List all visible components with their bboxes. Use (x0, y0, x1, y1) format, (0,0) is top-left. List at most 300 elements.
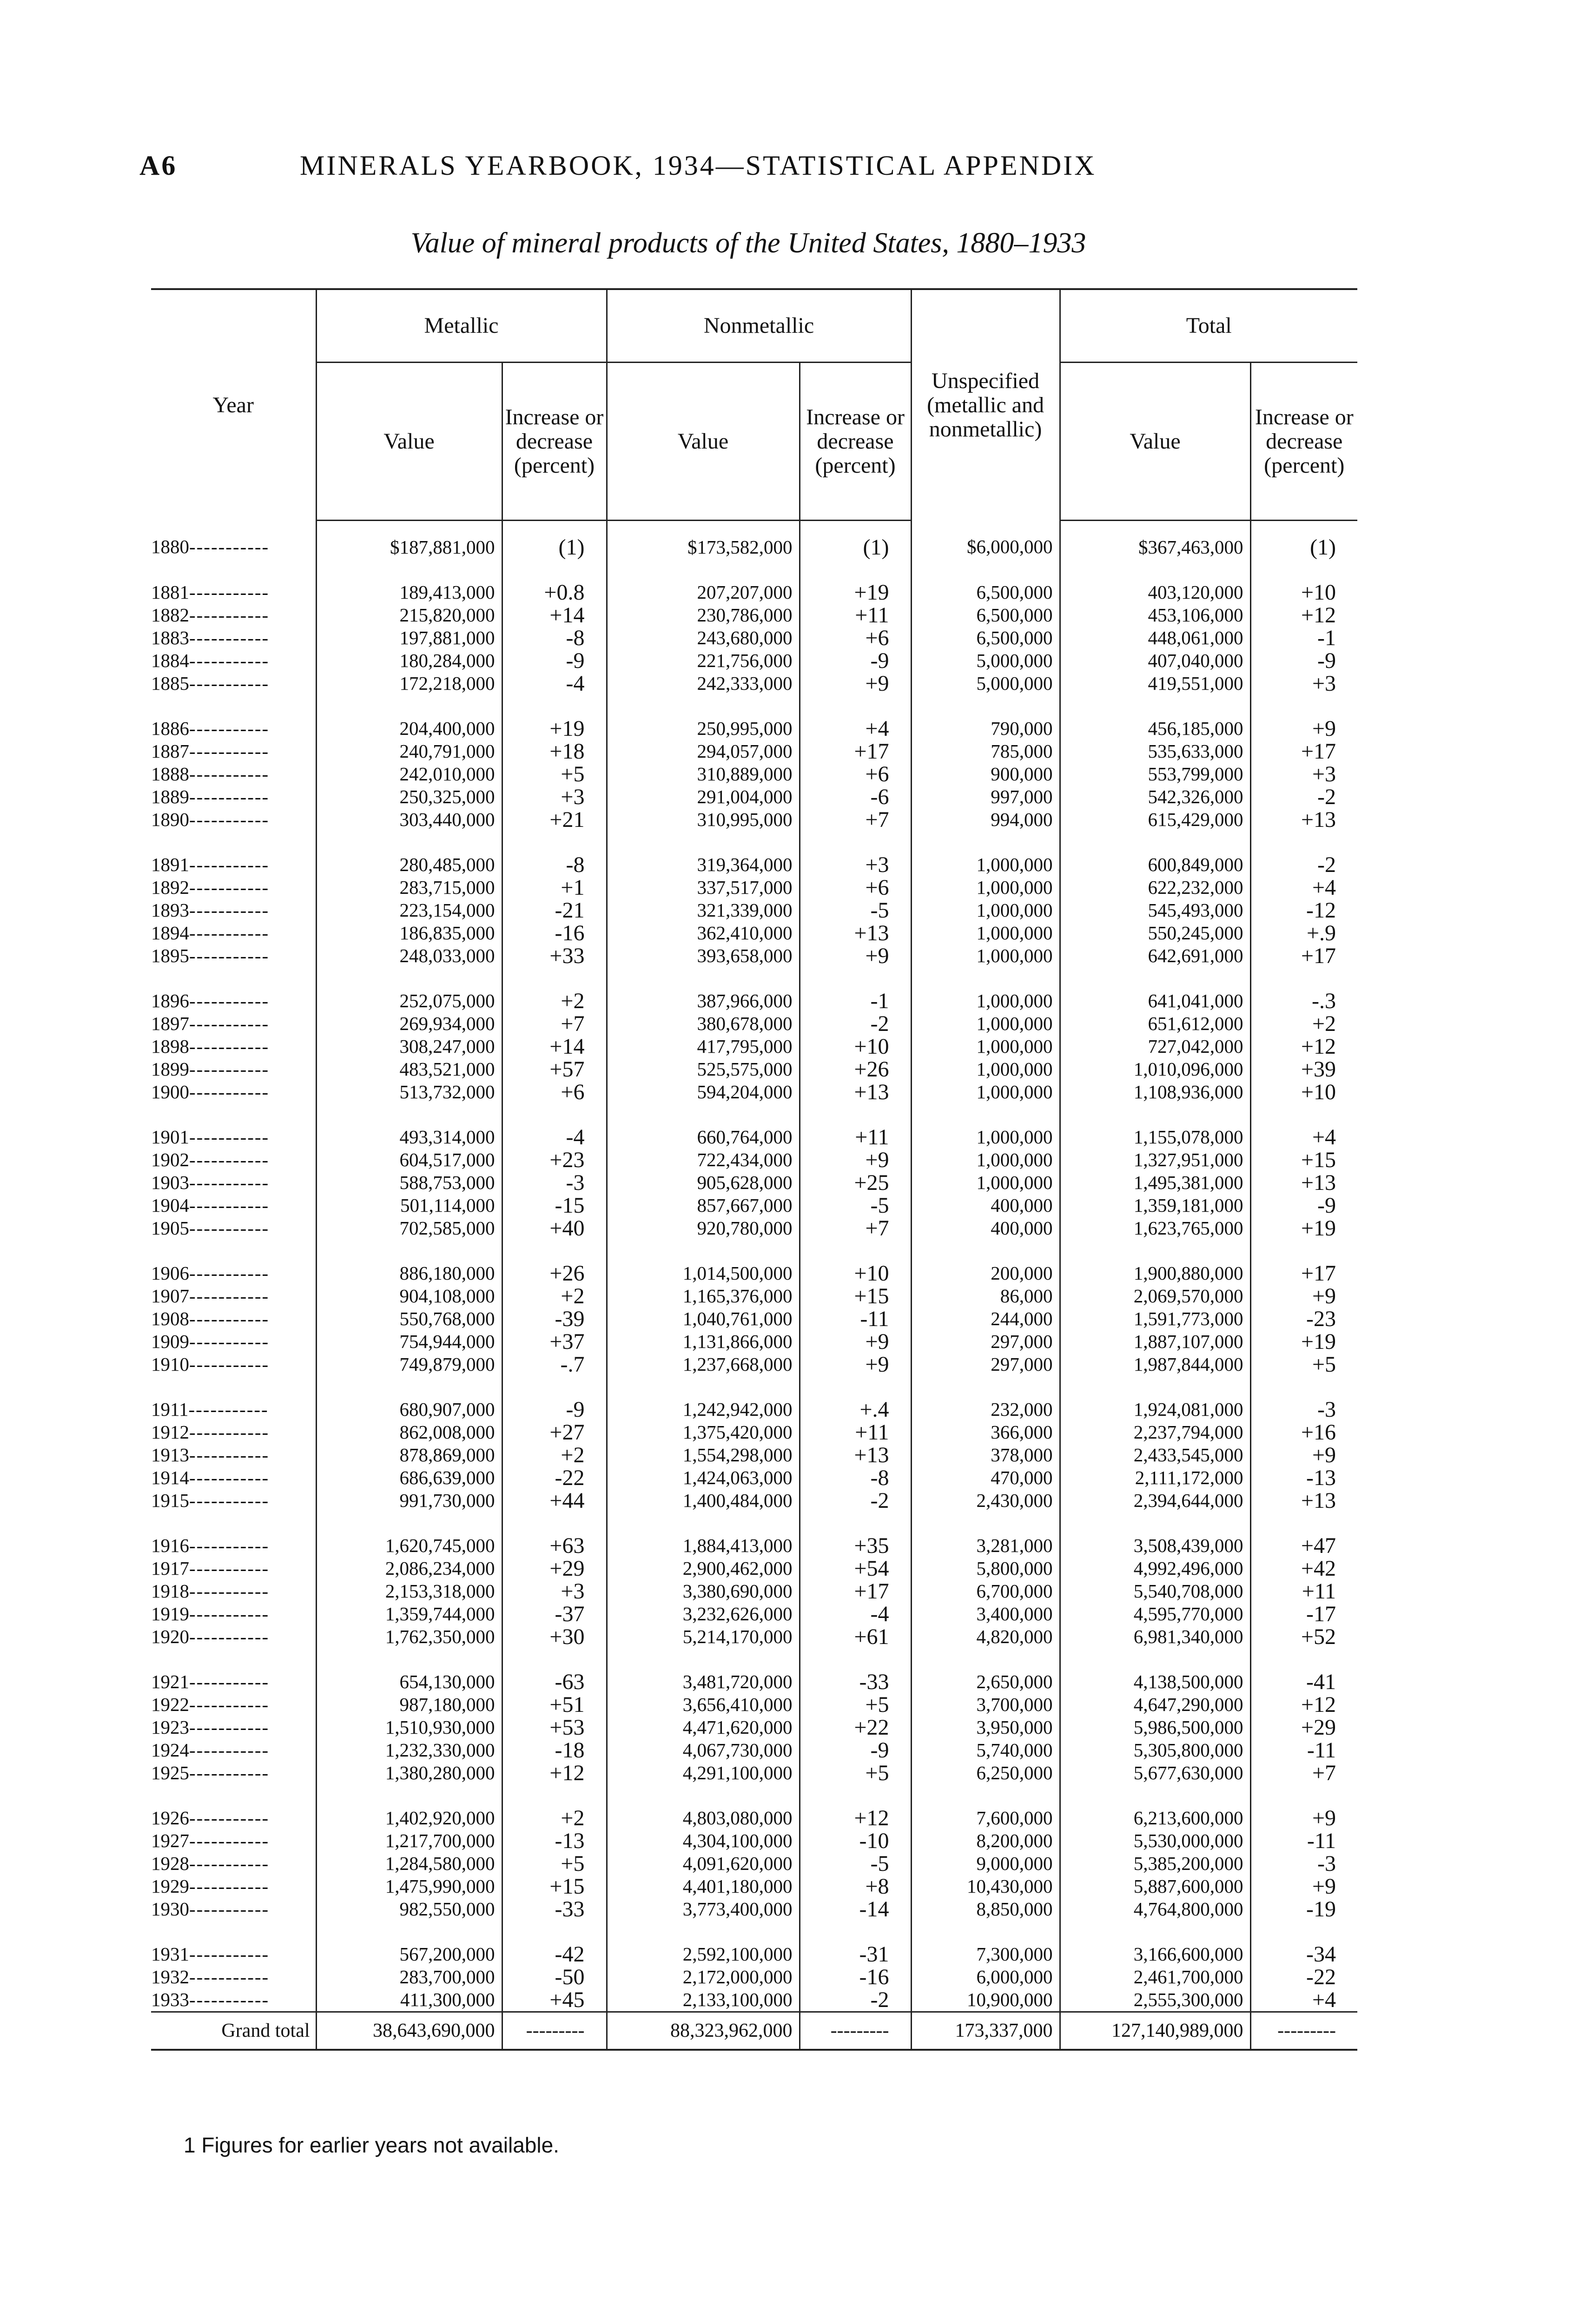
year-cell (151, 1149, 316, 1171)
year-cell (151, 1012, 316, 1035)
leader-dots: ----------- (189, 763, 270, 785)
table-row (151, 1557, 1357, 1580)
page-number: A6 (139, 150, 178, 181)
leader-dots: ----------- (189, 1490, 270, 1511)
total-change-cell: -41 (1250, 1670, 1357, 1693)
group-spacer (151, 1921, 1357, 1943)
nonmetallic-change-cell: -2 (800, 1012, 911, 1035)
spacer-cell (1060, 1921, 1250, 1943)
group-spacer (151, 1103, 1357, 1126)
nonmetallic-change-cell: -5 (800, 899, 911, 922)
metallic-value-cell: 1,232,330,000 (316, 1739, 502, 1762)
nonmetallic-change-cell: -16 (800, 1966, 911, 1988)
nonmetallic-value-cell: 207,207,000 (607, 581, 800, 604)
total-value-cell: 651,612,000 (1060, 1012, 1250, 1035)
table-row (151, 1149, 1357, 1171)
spacer-cell (1060, 831, 1250, 853)
spacer-cell (911, 559, 1060, 581)
year-label: 1920 (151, 1626, 189, 1647)
metallic-value-cell: 197,881,000 (316, 627, 502, 649)
total-change-cell: -23 (1250, 1307, 1357, 1330)
unspecified-value-cell: 2,430,000 (911, 1489, 1060, 1512)
table-row (151, 1580, 1357, 1603)
year-cell (151, 1058, 316, 1081)
leader-dots: ----------- (189, 673, 270, 694)
metallic-change-cell: +21 (502, 808, 607, 831)
total-value-cell: 5,305,800,000 (1060, 1739, 1250, 1762)
metallic-value-cell: 878,869,000 (316, 1444, 502, 1466)
total-change-cell: +17 (1250, 944, 1357, 967)
table-row (151, 990, 1357, 1012)
total-change-cell: +12 (1250, 604, 1357, 627)
spacer-cell (502, 1921, 607, 1943)
nonmetallic-value-cell: 319,364,000 (607, 853, 800, 876)
year-label: 1890 (151, 809, 189, 830)
group-spacer (151, 695, 1357, 717)
metallic-change-cell: -9 (502, 1398, 607, 1421)
nonmetallic-value-cell: 3,232,626,000 (607, 1603, 800, 1625)
spacer-cell (502, 831, 607, 853)
total-value-cell: 4,764,800,000 (1060, 1898, 1250, 1921)
table-row (151, 1625, 1357, 1648)
metallic-change-cell: +19 (502, 717, 607, 740)
leader-dots: ----------- (189, 627, 270, 648)
year-label: 1908 (151, 1308, 189, 1329)
spacer-cell (1250, 695, 1357, 717)
year-cell (151, 1739, 316, 1762)
unspecified-value-cell: 10,430,000 (911, 1875, 1060, 1898)
year-cell (151, 1603, 316, 1625)
unspecified-value-cell: 1,000,000 (911, 853, 1060, 876)
nonmetallic-change-cell: -9 (800, 649, 911, 672)
table-row (151, 876, 1357, 899)
metallic-value-cell: 2,086,234,000 (316, 1557, 502, 1580)
nonmetallic-value-cell: 1,131,866,000 (607, 1330, 800, 1353)
nonmetallic-value-cell: 242,333,000 (607, 672, 800, 695)
year-label: 1918 (151, 1580, 189, 1602)
spacer-cell (1060, 559, 1250, 581)
metallic-change-cell: +18 (502, 740, 607, 763)
spacer-cell (316, 1240, 502, 1262)
metallic-value-cell: 1,762,350,000 (316, 1625, 502, 1648)
nonmetallic-value-cell: 3,773,400,000 (607, 1898, 800, 1921)
year-cell (151, 521, 316, 559)
total-change-cell: -12 (1250, 899, 1357, 922)
metallic-change-cell: -22 (502, 1466, 607, 1489)
nonmetallic-change-cell: +11 (800, 1421, 911, 1444)
metallic-value-cell: 604,517,000 (316, 1149, 502, 1171)
nonmetallic-value-cell: 4,471,620,000 (607, 1716, 800, 1739)
unspecified-value-cell: 1,000,000 (911, 1171, 1060, 1194)
metallic-value-cell: 250,325,000 (316, 786, 502, 808)
spacer-cell (800, 831, 911, 853)
table-row (151, 1217, 1357, 1240)
nonmetallic-value-cell: 1,400,484,000 (607, 1489, 800, 1512)
metallic-change-cell: +51 (502, 1693, 607, 1716)
spacer-cell (607, 1648, 800, 1670)
nonmetallic-change-cell: +9 (800, 1149, 911, 1171)
metallic-change-cell: -13 (502, 1829, 607, 1852)
total-change-cell: -2 (1250, 786, 1357, 808)
spacer-cell (607, 831, 800, 853)
leader-dots: ----------- (189, 1626, 270, 1647)
nonmetallic-value-cell: 2,133,100,000 (607, 1988, 800, 2012)
metallic-change-cell: +33 (502, 944, 607, 967)
metallic-value-cell: 189,413,000 (316, 581, 502, 604)
total-header: Total (1060, 289, 1357, 363)
total-value-cell: 550,245,000 (1060, 922, 1250, 944)
table-row (151, 1739, 1357, 1762)
year-cell (151, 1966, 316, 1988)
year-cell (151, 1353, 316, 1376)
nonmetallic-change-cell: +8 (800, 1875, 911, 1898)
total-value-cell: 1,887,107,000 (1060, 1330, 1250, 1353)
total-change-cell: +12 (1250, 1035, 1357, 1058)
grand-total-row (151, 2012, 1357, 2050)
spacer-cell (911, 967, 1060, 990)
nonmetallic-change-cell: +10 (800, 1035, 911, 1058)
nonmetallic-change-cell: +19 (800, 581, 911, 604)
total-change-cell: -9 (1250, 649, 1357, 672)
table-row (151, 1081, 1357, 1103)
year-label: 1922 (151, 1694, 189, 1715)
grand-total-nonmetallic-change: --------- (800, 2012, 911, 2050)
metallic-change-cell: +15 (502, 1875, 607, 1898)
metallic-change-cell: -18 (502, 1739, 607, 1762)
total-value-cell: 1,623,765,000 (1060, 1217, 1250, 1240)
leader-dots: ----------- (189, 1989, 270, 2010)
table-row (151, 763, 1357, 786)
total-change-cell: +10 (1250, 1081, 1357, 1103)
spacer-cell (1060, 1512, 1250, 1534)
leader-dots: ----------- (189, 1739, 270, 1761)
table-row (151, 1262, 1357, 1285)
metallic-value-cell: 513,732,000 (316, 1081, 502, 1103)
year-label: 1902 (151, 1149, 189, 1170)
year-cell (151, 944, 316, 967)
unspecified-value-cell: 5,800,000 (911, 1557, 1060, 1580)
year-label: 1889 (151, 786, 189, 807)
spacer-cell (607, 559, 800, 581)
group-spacer (151, 1240, 1357, 1262)
metallic-value-cell: 1,380,280,000 (316, 1762, 502, 1784)
spacer-cell (1060, 967, 1250, 990)
table-row (151, 1875, 1357, 1898)
year-cell (151, 1580, 316, 1603)
nonmetallic-change-cell: -31 (800, 1943, 911, 1966)
year-cell (151, 740, 316, 763)
spacer-cell (502, 1103, 607, 1126)
total-value-cell: 727,042,000 (1060, 1035, 1250, 1058)
nonmetallic-value-cell: 920,780,000 (607, 1217, 800, 1240)
leader-dots: ----------- (189, 1966, 270, 1987)
unspecified-value-cell: 1,000,000 (911, 1035, 1060, 1058)
table-row (151, 853, 1357, 876)
nonmetallic-change-cell: +26 (800, 1058, 911, 1081)
nonmetallic-change-cell: -33 (800, 1670, 911, 1693)
unspecified-value-cell: 5,000,000 (911, 672, 1060, 695)
leader-dots: ----------- (189, 1875, 270, 1897)
nonmetallic-value-cell: 1,242,942,000 (607, 1398, 800, 1421)
leader-dots: ----------- (189, 1580, 270, 1602)
total-value-cell: 542,326,000 (1060, 786, 1250, 808)
leader-dots: ----------- (189, 1467, 270, 1488)
year-label: 1912 (151, 1421, 189, 1443)
metallic-change-cell: -.7 (502, 1353, 607, 1376)
nonmetallic-change-cell: -6 (800, 786, 911, 808)
year-label: 1897 (151, 1013, 189, 1034)
metallic-change-cell: +0.8 (502, 581, 607, 604)
leader-dots: ----------- (189, 1444, 270, 1466)
total-value-cell: 407,040,000 (1060, 649, 1250, 672)
leader-dots: ----------- (189, 990, 270, 1011)
metallic-change-cell: +14 (502, 1035, 607, 1058)
nonmetallic-value-cell: 362,410,000 (607, 922, 800, 944)
spacer-cell (502, 1512, 607, 1534)
unspecified-value-cell: 6,500,000 (911, 627, 1060, 649)
nonmetallic-change-cell: +4 (800, 717, 911, 740)
unspecified-value-cell: 1,000,000 (911, 1081, 1060, 1103)
table-row (151, 1126, 1357, 1149)
metallic-change-cell: +6 (502, 1081, 607, 1103)
nonmetallic-change-cell: +.4 (800, 1398, 911, 1421)
unspecified-value-cell: 1,000,000 (911, 1012, 1060, 1035)
nonmetallic-value-cell: 4,304,100,000 (607, 1829, 800, 1852)
leader-dots: ----------- (189, 581, 270, 603)
leader-dots: ----------- (189, 1535, 270, 1556)
metallic-value-cell: 2,153,318,000 (316, 1580, 502, 1603)
total-value-cell: 6,213,600,000 (1060, 1807, 1250, 1829)
total-change-cell: +17 (1250, 740, 1357, 763)
spacer-cell (800, 559, 911, 581)
nonmetallic-change-cell: +54 (800, 1557, 911, 1580)
year-cell (151, 1466, 316, 1489)
metallic-value-cell: $187,881,000 (316, 521, 502, 559)
footnote: 1 Figures for earlier years not available. (184, 2133, 559, 2157)
year-label: 1906 (151, 1262, 189, 1284)
unspecified-value-cell: 244,000 (911, 1307, 1060, 1330)
metallic-value-cell: 483,521,000 (316, 1058, 502, 1081)
metallic-change-cell: -4 (502, 672, 607, 695)
leader-dots: ----------- (189, 1353, 270, 1375)
table-row (151, 1012, 1357, 1035)
leader-dots: ----------- (188, 1399, 269, 1420)
table-row (151, 1966, 1357, 1988)
spacer-cell (911, 695, 1060, 717)
year-cell (151, 1852, 316, 1875)
year-label: 1924 (151, 1739, 189, 1761)
metallic-change-cell: -9 (502, 649, 607, 672)
year-cell (151, 672, 316, 695)
metallic-change-header: Increase or decrease (percent) (502, 363, 607, 521)
total-change-cell: +13 (1250, 1171, 1357, 1194)
table-row (151, 672, 1357, 695)
leader-dots: ----------- (189, 740, 270, 762)
year-cell (151, 808, 316, 831)
leader-dots: ----------- (189, 1285, 270, 1307)
leader-dots: ----------- (189, 1671, 270, 1692)
metallic-change-cell: +14 (502, 604, 607, 627)
total-value-cell: 453,106,000 (1060, 604, 1250, 627)
nonmetallic-value-cell: 1,424,063,000 (607, 1466, 800, 1489)
nonmetallic-change-cell: +13 (800, 1444, 911, 1466)
spacer-cell (607, 1103, 800, 1126)
total-change-cell: +19 (1250, 1330, 1357, 1353)
total-value-cell: 403,120,000 (1060, 581, 1250, 604)
spacer-cell (607, 1784, 800, 1807)
unspecified-value-cell: 6,000,000 (911, 1966, 1060, 1988)
spacer-cell (1250, 1784, 1357, 1807)
nonmetallic-change-cell: +11 (800, 604, 911, 627)
metallic-value-cell: 567,200,000 (316, 1943, 502, 1966)
total-change-cell: -11 (1250, 1739, 1357, 1762)
nonmetallic-value-cell: 1,040,761,000 (607, 1307, 800, 1330)
group-spacer (151, 559, 1357, 581)
total-value-cell: 2,237,794,000 (1060, 1421, 1250, 1444)
total-change-cell: -9 (1250, 1194, 1357, 1217)
total-change-cell: +9 (1250, 1807, 1357, 1829)
year-label: 1895 (151, 945, 189, 966)
leader-dots: ----------- (189, 650, 270, 671)
total-value-cell: 615,429,000 (1060, 808, 1250, 831)
year-label: 1930 (151, 1898, 189, 1920)
metallic-change-cell: +3 (502, 1580, 607, 1603)
spacer-cell (316, 695, 502, 717)
spacer-cell (151, 831, 316, 853)
year-cell (151, 1330, 316, 1353)
metallic-value-cell: 283,700,000 (316, 1966, 502, 1988)
year-label: 1883 (151, 627, 189, 648)
unspecified-value-cell: 7,300,000 (911, 1943, 1060, 1966)
nonmetallic-value-cell: 243,680,000 (607, 627, 800, 649)
year-label: 1931 (151, 1943, 189, 1965)
nonmetallic-change-cell: -11 (800, 1307, 911, 1330)
year-cell (151, 899, 316, 922)
leader-dots: ----------- (189, 1603, 270, 1624)
nonmetallic-value-cell: 1,554,298,000 (607, 1444, 800, 1466)
total-change-cell: +.9 (1250, 922, 1357, 944)
year-label: 1884 (151, 650, 189, 671)
spacer-cell (1060, 1240, 1250, 1262)
nonmetallic-value-cell: 660,764,000 (607, 1126, 800, 1149)
leader-dots: ----------- (189, 1308, 270, 1329)
year-label: 1881 (151, 581, 189, 603)
nonmetallic-change-cell: +5 (800, 1693, 911, 1716)
table-row (151, 1852, 1357, 1875)
nonmetallic-change-cell: -9 (800, 1739, 911, 1762)
table-row (151, 1307, 1357, 1330)
year-label: 1891 (151, 854, 189, 875)
nonmetallic-value-cell: 250,995,000 (607, 717, 800, 740)
total-value-cell: 2,111,172,000 (1060, 1466, 1250, 1489)
metallic-value-cell: 1,510,930,000 (316, 1716, 502, 1739)
nonmetallic-change-cell: +9 (800, 944, 911, 967)
nonmetallic-change-cell: -10 (800, 1829, 911, 1852)
metallic-change-cell: +2 (502, 1285, 607, 1307)
unspecified-value-cell: 232,000 (911, 1398, 1060, 1421)
metallic-value-cell: 1,475,990,000 (316, 1875, 502, 1898)
leader-dots: ----------- (189, 1762, 270, 1783)
table-row (151, 1762, 1357, 1784)
metallic-change-cell: -16 (502, 922, 607, 944)
unspecified-value-cell: 6,500,000 (911, 604, 1060, 627)
table-row (151, 922, 1357, 944)
metallic-value-cell: 749,879,000 (316, 1353, 502, 1376)
nonmetallic-value-cell: 221,756,000 (607, 649, 800, 672)
total-value-cell: 5,887,600,000 (1060, 1875, 1250, 1898)
total-value-cell: 4,595,770,000 (1060, 1603, 1250, 1625)
spacer-cell (800, 1103, 911, 1126)
total-value-cell: 622,232,000 (1060, 876, 1250, 899)
unspecified-value-cell: 470,000 (911, 1466, 1060, 1489)
grand-total-metallic-value: 38,643,690,000 (316, 2012, 502, 2050)
nonmetallic-value-cell: 905,628,000 (607, 1171, 800, 1194)
total-change-cell: +15 (1250, 1149, 1357, 1171)
nonmetallic-value-cell: 525,575,000 (607, 1058, 800, 1081)
metallic-change-cell: +45 (502, 1988, 607, 2012)
spacer-cell (151, 1376, 316, 1398)
nonmetallic-value-cell: 337,517,000 (607, 876, 800, 899)
unspecified-value-cell: 8,850,000 (911, 1898, 1060, 1921)
metallic-change-cell: -50 (502, 1966, 607, 1988)
table-row (151, 1807, 1357, 1829)
leader-dots: ----------- (189, 1807, 270, 1829)
metallic-value-cell: 754,944,000 (316, 1330, 502, 1353)
leader-dots: ----------- (189, 899, 270, 921)
metallic-header: Metallic (316, 289, 607, 363)
unspecified-value-cell: 6,700,000 (911, 1580, 1060, 1603)
nonmetallic-change-cell: +17 (800, 1580, 911, 1603)
nonmetallic-change-cell: -4 (800, 1603, 911, 1625)
metallic-value-cell: 308,247,000 (316, 1035, 502, 1058)
metallic-change-cell: (1) (502, 521, 607, 559)
nonmetallic-value-cell: 722,434,000 (607, 1149, 800, 1171)
table-row (151, 1670, 1357, 1693)
spacer-cell (800, 1240, 911, 1262)
table-row (151, 1534, 1357, 1557)
metallic-value-cell: 686,639,000 (316, 1466, 502, 1489)
year-label: 1894 (151, 922, 189, 944)
table-row (151, 1466, 1357, 1489)
year-cell (151, 717, 316, 740)
nonmetallic-value-cell: 4,067,730,000 (607, 1739, 800, 1762)
table-row (151, 1285, 1357, 1307)
year-label: 1886 (151, 718, 189, 739)
table-row (151, 717, 1357, 740)
metallic-change-cell: -33 (502, 1898, 607, 1921)
unspecified-value-cell: 10,900,000 (911, 1988, 1060, 2012)
year-label: 1933 (151, 1989, 189, 2010)
total-value-cell: 5,540,708,000 (1060, 1580, 1250, 1603)
spacer-cell (1250, 1376, 1357, 1398)
leader-dots: ----------- (189, 1195, 270, 1216)
leader-dots: ----------- (189, 1898, 270, 1920)
total-value-cell: 2,555,300,000 (1060, 1988, 1250, 2012)
table-row (151, 1603, 1357, 1625)
spacer-cell (502, 967, 607, 990)
nonmetallic-change-cell: +35 (800, 1534, 911, 1557)
spacer-cell (1250, 1648, 1357, 1670)
year-cell (151, 1307, 316, 1330)
leader-dots: ----------- (189, 854, 270, 875)
total-change-cell: -3 (1250, 1852, 1357, 1875)
total-value-cell: 1,591,773,000 (1060, 1307, 1250, 1330)
spacer-cell (1060, 1648, 1250, 1670)
leader-dots: ----------- (189, 1331, 270, 1352)
unspecified-value-cell: 378,000 (911, 1444, 1060, 1466)
nonmetallic-change-cell: -5 (800, 1852, 911, 1875)
year-cell (151, 1875, 316, 1898)
